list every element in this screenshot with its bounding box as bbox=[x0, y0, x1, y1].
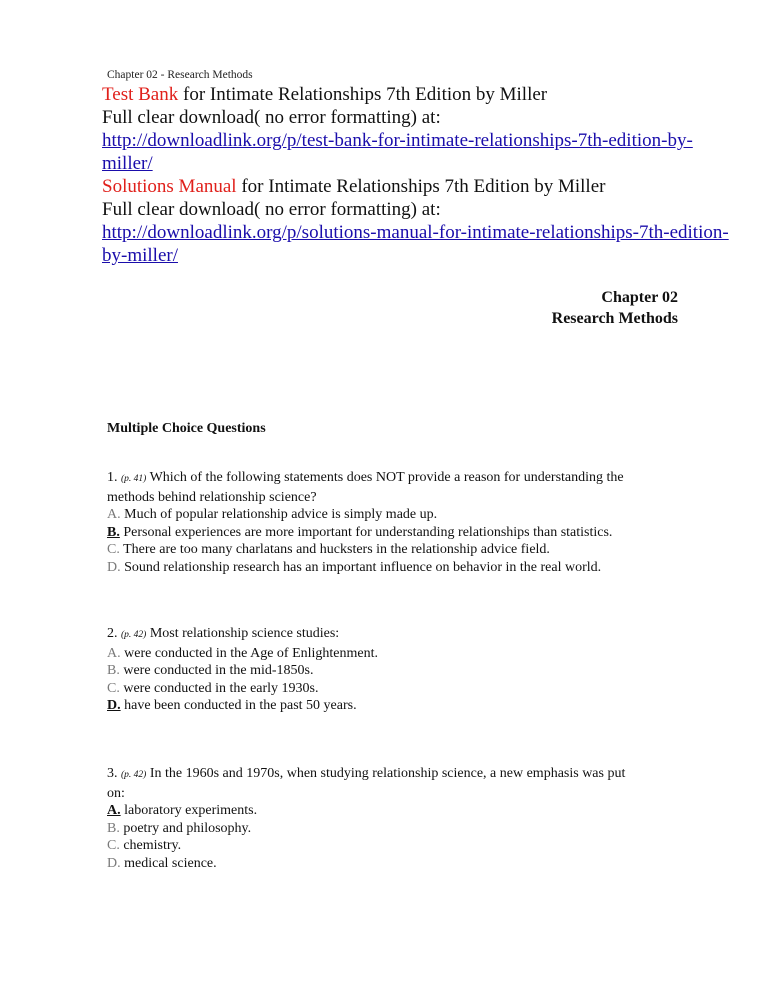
option-d bbox=[107, 559, 687, 577]
chapter-title: Research Methods bbox=[551, 310, 678, 327]
question-text: In the 1960s and 1970s, when studying relationship science, a new emphasis was put bbox=[149, 766, 626, 781]
test-bank-link-cont[interactable]: miller/ bbox=[102, 153, 153, 174]
option-b bbox=[107, 662, 687, 680]
option-letter: B. bbox=[107, 663, 120, 678]
option-c bbox=[107, 541, 687, 559]
option-d bbox=[107, 697, 687, 715]
question-stem bbox=[107, 625, 687, 645]
question-text: Which of the following statements does NOT provide a reason for understanding the bbox=[149, 470, 624, 485]
option-text: were conducted in the mid-1850s. bbox=[123, 663, 314, 678]
option-letter: C. bbox=[107, 838, 120, 853]
test-bank-title: for Intimate Relationships 7th Edition by Miller bbox=[178, 84, 548, 105]
question-stem bbox=[107, 765, 687, 785]
option-text: medical science. bbox=[124, 855, 217, 871]
page-reference: (p. 41) bbox=[121, 474, 147, 484]
option-b bbox=[107, 524, 687, 542]
option-a bbox=[107, 645, 687, 663]
option-text: poetry and philosophy. bbox=[123, 820, 252, 836]
option-letter: D. bbox=[107, 559, 121, 575]
option-text: laboratory experiments. bbox=[124, 803, 258, 818]
correct-option-letter: B. bbox=[107, 524, 120, 540]
section-title: Multiple Choice Questions bbox=[107, 421, 266, 436]
option-letter: B. bbox=[107, 820, 120, 836]
page-reference: (p. 42) bbox=[121, 630, 147, 640]
test-bank-label: Test Bank bbox=[102, 84, 179, 105]
option-letter: D. bbox=[107, 855, 121, 871]
option-a bbox=[107, 802, 687, 820]
option-c bbox=[107, 837, 687, 855]
option-letter: C. bbox=[107, 542, 120, 557]
chapter-heading bbox=[552, 287, 678, 329]
option-a bbox=[107, 506, 687, 524]
test-bank-link[interactable]: http://downloadlink.org/p/test-bank-for-intimate-relationships-7th-edition-by- bbox=[102, 130, 693, 151]
question-number: 1. bbox=[107, 470, 118, 485]
question-stem bbox=[107, 469, 687, 489]
solutions-title: for Intimate Relationships 7th Edition by Miller bbox=[236, 176, 606, 197]
solutions-label: Solutions Manual bbox=[102, 176, 237, 197]
page-reference: (p. 42) bbox=[121, 770, 147, 780]
download-note: Full clear download( no error formatting) at: bbox=[102, 107, 441, 128]
running-header: Chapter 02 - Research Methods bbox=[107, 69, 253, 81]
option-text: Sound relationship research has an important influence on behavior in the real world. bbox=[124, 559, 602, 575]
test-bank-line bbox=[102, 83, 732, 106]
download-note: Full clear download( no error formatting) at: bbox=[102, 199, 441, 220]
solutions-link-cont[interactable]: by-miller/ bbox=[102, 245, 178, 266]
option-text: chemistry. bbox=[123, 838, 182, 853]
question-2 bbox=[107, 625, 687, 715]
question-text-cont: methods behind relationship science? bbox=[107, 489, 317, 505]
option-text: Much of popular relationship advice is simply made up. bbox=[124, 507, 438, 522]
question-1 bbox=[107, 469, 687, 576]
option-text: were conducted in the Age of Enlightenment. bbox=[124, 645, 378, 661]
option-letter: C. bbox=[107, 680, 120, 696]
solutions-line bbox=[102, 175, 732, 198]
option-c bbox=[107, 680, 687, 698]
option-text: There are too many charlatans and hucksters in the relationship advice field. bbox=[123, 542, 550, 557]
option-d bbox=[107, 855, 687, 873]
option-text: Personal experiences are more important for understanding relationships than statistics. bbox=[123, 524, 613, 540]
chapter-number: Chapter 02 bbox=[601, 289, 678, 306]
question-text: Most relationship science studies: bbox=[149, 626, 340, 641]
option-letter: A. bbox=[107, 645, 121, 661]
solutions-link[interactable]: http://downloadlink.org/p/solutions-manual-for-intimate-relationships-7th-edition- bbox=[102, 222, 729, 243]
option-text: have been conducted in the past 50 years. bbox=[124, 698, 357, 713]
promo-block bbox=[102, 83, 732, 267]
option-text: were conducted in the early 1930s. bbox=[123, 680, 319, 696]
correct-option-letter: A. bbox=[107, 803, 121, 818]
question-number: 2. bbox=[107, 626, 118, 641]
question-text-cont: on: bbox=[107, 785, 125, 801]
correct-option-letter: D. bbox=[107, 698, 121, 713]
question-number: 3. bbox=[107, 766, 118, 781]
option-letter: A. bbox=[107, 507, 121, 522]
option-b bbox=[107, 820, 687, 838]
question-3 bbox=[107, 765, 687, 872]
